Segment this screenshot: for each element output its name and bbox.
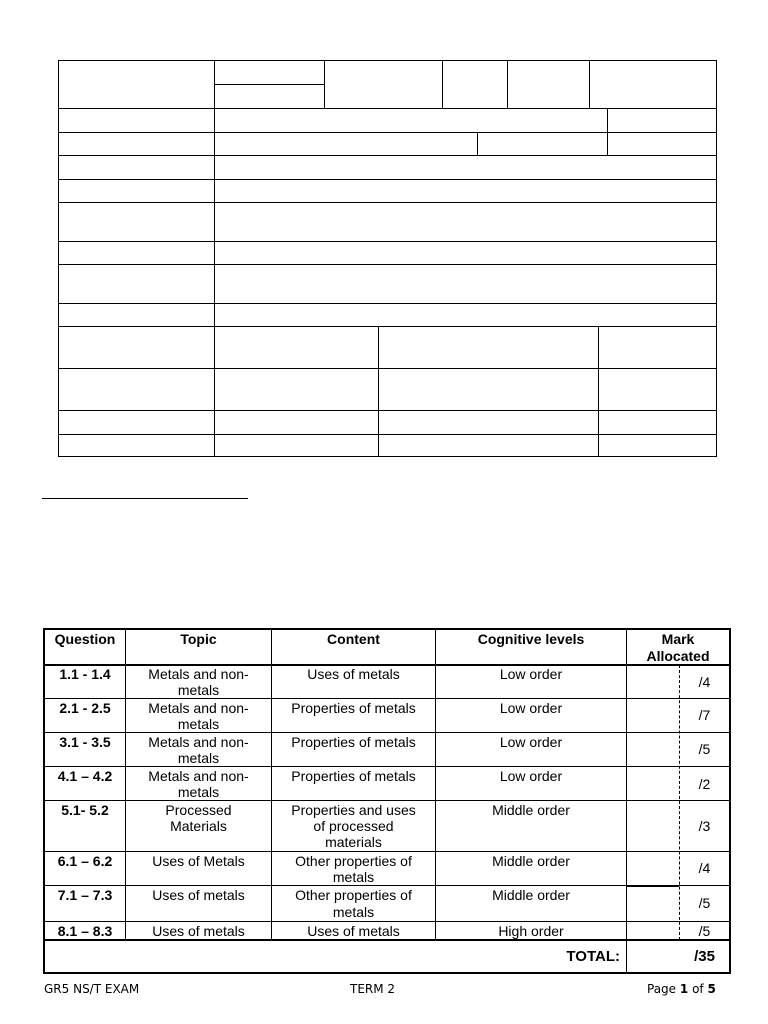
table-divider [58, 179, 717, 180]
row-topic: metals [177, 750, 220, 766]
header-mark-line2: Allocated [646, 648, 710, 664]
row-cognitive-level: Low order [499, 734, 563, 750]
row-content: Other properties of [295, 887, 412, 903]
row-content: metals [332, 869, 375, 885]
row-mark: /7 [698, 707, 711, 723]
row-cognitive-level: Middle order [492, 887, 570, 903]
header-content: Content [327, 631, 380, 647]
row-content: of processed [313, 818, 394, 834]
row-cognitive-level: Low order [499, 666, 563, 682]
row-topic: Metals and non- [148, 700, 249, 716]
row-topic: Metals and non- [148, 734, 249, 750]
row-content: Properties of metals [291, 734, 416, 750]
table-divider [58, 108, 717, 109]
row-content: Properties and uses [291, 802, 416, 818]
table-divider [378, 326, 379, 456]
header-question: Question [54, 631, 116, 647]
row-topic: Uses of metals [152, 887, 245, 903]
table-border [58, 456, 717, 457]
row-question: 6.1 – 6.2 [57, 853, 113, 869]
table-border [58, 60, 59, 457]
row-topic: metals [177, 784, 220, 800]
row-cognitive-level: High order [498, 923, 564, 939]
table-divider [43, 921, 731, 922]
row-mark: /4 [698, 674, 711, 690]
table-divider [507, 60, 508, 108]
table-divider [58, 202, 717, 203]
row-mark: /3 [698, 818, 711, 834]
footer-term: TERM 2 [350, 982, 396, 996]
table-border [58, 60, 717, 61]
row-topic: metals [177, 716, 220, 732]
row-mark: /5 [698, 741, 711, 757]
table-divider [324, 60, 325, 108]
row-question: 1.1 - 1.4 [59, 666, 111, 682]
row-question: 7.1 – 7.3 [57, 887, 113, 903]
total-value: /35 [694, 948, 715, 965]
page-of: of [692, 982, 704, 996]
row-topic: Uses of Metals [152, 853, 245, 869]
footer-exam-name: GR5 NS/T EXAM [44, 982, 140, 996]
row-mark: /2 [698, 776, 711, 792]
row-content: Uses of metals [307, 923, 400, 939]
row-topic: Processed [165, 802, 232, 818]
table-divider [214, 84, 324, 85]
table-divider [626, 628, 627, 974]
footer-page-number [647, 982, 716, 996]
row-mark: /4 [698, 860, 711, 876]
row-question: 8.1 – 8.3 [57, 923, 113, 939]
row-topic: Materials [170, 818, 227, 834]
table-divider [589, 60, 590, 108]
row-topic: metals [177, 682, 220, 698]
table-border [729, 628, 731, 974]
table-divider [58, 241, 717, 242]
total-label: TOTAL: [566, 948, 620, 965]
header-mark-line1: Mark [661, 631, 695, 647]
table-divider [214, 60, 215, 457]
row-content: metals [332, 904, 375, 920]
table-divider [442, 60, 443, 108]
page-current: 1 [679, 982, 689, 996]
mark-box-edge [626, 885, 679, 887]
row-cognitive-level: Low order [499, 768, 563, 784]
row-content: Uses of metals [307, 666, 400, 682]
row-question: 2.1 - 2.5 [59, 700, 111, 716]
table-divider [607, 108, 608, 155]
row-question: 4.1 – 4.2 [57, 768, 113, 784]
table-divider [58, 264, 717, 265]
table-divider [43, 851, 731, 852]
table-divider [58, 410, 717, 411]
row-topic: Uses of metals [152, 923, 245, 939]
row-content: Other properties of [295, 853, 412, 869]
table-border [43, 972, 731, 974]
row-content: Properties of metals [291, 700, 416, 716]
row-content: materials [325, 834, 382, 850]
table-divider [598, 326, 599, 456]
page-total: 5 [707, 982, 716, 996]
page-word: Page [647, 982, 677, 996]
table-border [43, 628, 731, 630]
table-divider [477, 132, 478, 155]
signature-line [42, 498, 248, 499]
table-divider [58, 368, 717, 369]
row-cognitive-level: Middle order [492, 802, 570, 818]
row-mark: /5 [698, 895, 711, 911]
row-topic: Metals and non- [148, 666, 249, 682]
table-divider [58, 132, 717, 133]
table-divider [58, 155, 717, 156]
header-topic: Topic [180, 631, 217, 647]
mark-divider [679, 665, 680, 940]
row-mark: /5 [698, 923, 711, 939]
row-cognitive-level: Middle order [492, 853, 570, 869]
header-cognitive-levels: Cognitive levels [477, 631, 585, 647]
row-question: 3.1 - 3.5 [59, 734, 111, 750]
row-cognitive-level: Low order [499, 700, 563, 716]
table-divider [58, 326, 717, 327]
row-topic: Metals and non- [148, 768, 249, 784]
row-question: 5.1- 5.2 [61, 802, 109, 818]
row-content: Properties of metals [291, 768, 416, 784]
table-border [716, 60, 717, 457]
table-divider [58, 303, 717, 304]
table-divider [58, 434, 717, 435]
